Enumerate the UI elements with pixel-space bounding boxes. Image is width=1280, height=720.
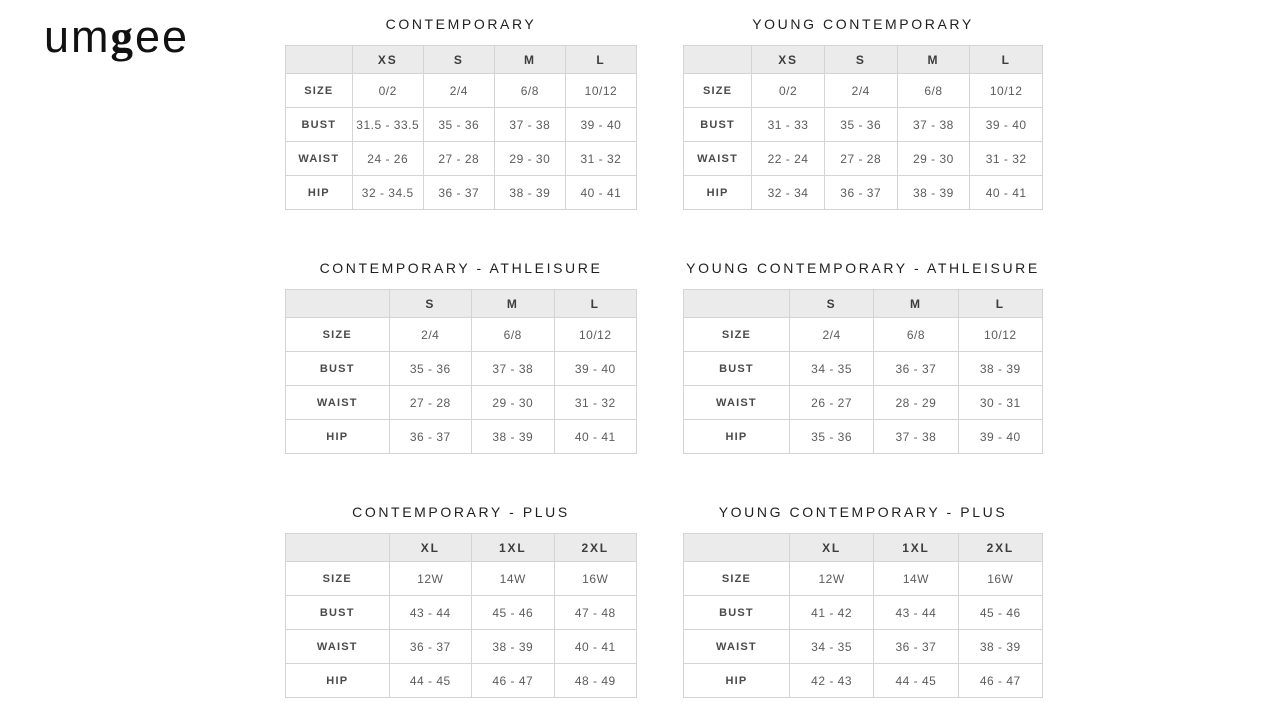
brand-logo-text-suffix: ee — [135, 11, 190, 62]
measurement-cell: 36 - 37 — [824, 176, 897, 210]
column-header: L — [565, 46, 636, 74]
row-label: HIP — [286, 176, 353, 210]
table-row — [684, 664, 1043, 698]
row-label: SIZE — [684, 562, 790, 596]
measurement-cell: 34 - 35 — [789, 630, 873, 664]
column-header: 2XL — [554, 534, 637, 562]
row-label: WAIST — [286, 142, 353, 176]
measurement-cell: 45 - 46 — [472, 596, 554, 630]
brand-logo-text-prefix: um — [44, 11, 111, 62]
measurement-cell: 44 - 45 — [874, 664, 958, 698]
measurement-cell: 30 - 31 — [958, 386, 1042, 420]
corner-cell — [684, 290, 790, 318]
row-label: WAIST — [286, 630, 390, 664]
measurement-cell: 36 - 37 — [874, 352, 958, 386]
measurement-cell: 2/4 — [389, 318, 471, 352]
size-chart-title: YOUNG CONTEMPORARY - ATHLEISURE — [686, 260, 1040, 276]
measurement-cell: 37 - 38 — [494, 108, 565, 142]
measurement-cell: 40 - 41 — [970, 176, 1043, 210]
measurement-cell: 34 - 35 — [789, 352, 873, 386]
measurement-cell: 16W — [958, 562, 1042, 596]
measurement-cell: 29 - 30 — [897, 142, 970, 176]
table-row — [684, 142, 1043, 176]
row-label: SIZE — [684, 318, 790, 352]
corner-cell — [286, 46, 353, 74]
measurement-cell: 36 - 37 — [389, 630, 471, 664]
table-row — [286, 386, 637, 420]
measurement-cell: 41 - 42 — [789, 596, 873, 630]
table-row — [286, 420, 637, 454]
measurement-cell: 12W — [789, 562, 873, 596]
measurement-cell: 31 - 32 — [970, 142, 1043, 176]
corner-cell — [684, 46, 752, 74]
measurement-cell: 6/8 — [494, 74, 565, 108]
measurement-cell: 48 - 49 — [554, 664, 637, 698]
size-chart-title: CONTEMPORARY - PLUS — [352, 504, 570, 520]
row-label: HIP — [684, 176, 752, 210]
row-label: HIP — [286, 420, 390, 454]
measurement-cell: 10/12 — [970, 74, 1043, 108]
column-header: S — [789, 290, 873, 318]
table-row — [286, 108, 637, 142]
table-row — [286, 664, 637, 698]
measurement-cell: 39 - 40 — [958, 420, 1042, 454]
table-row — [286, 562, 637, 596]
measurement-cell: 40 - 41 — [565, 176, 636, 210]
measurement-cell: 32 - 34 — [752, 176, 825, 210]
table-row — [286, 630, 637, 664]
measurement-cell: 38 - 39 — [958, 352, 1042, 386]
measurement-cell: 38 - 39 — [958, 630, 1042, 664]
column-header: 2XL — [958, 534, 1042, 562]
measurement-cell: 38 - 39 — [897, 176, 970, 210]
measurement-cell: 39 - 40 — [970, 108, 1043, 142]
row-label: SIZE — [286, 318, 390, 352]
measurement-cell: 37 - 38 — [897, 108, 970, 142]
measurement-cell: 0/2 — [752, 74, 825, 108]
size-chart-header-row — [684, 46, 1043, 74]
table-row — [684, 630, 1043, 664]
size-chart-header-row — [286, 46, 637, 74]
measurement-cell: 2/4 — [423, 74, 494, 108]
measurement-cell: 6/8 — [897, 74, 970, 108]
brand-logo-text-bold: g — [110, 12, 136, 62]
size-chart-header-row — [684, 290, 1043, 318]
row-label: BUST — [684, 108, 752, 142]
measurement-cell: 29 - 30 — [472, 386, 554, 420]
column-header: XL — [389, 534, 471, 562]
measurement-cell: 27 - 28 — [389, 386, 471, 420]
measurement-cell: 36 - 37 — [874, 630, 958, 664]
size-chart-header-row — [286, 290, 637, 318]
measurement-cell: 37 - 38 — [874, 420, 958, 454]
measurement-cell: 27 - 28 — [423, 142, 494, 176]
corner-cell — [684, 534, 790, 562]
size-chart-table — [285, 533, 637, 698]
column-header: S — [824, 46, 897, 74]
table-row — [684, 562, 1043, 596]
measurement-cell: 40 - 41 — [554, 630, 637, 664]
measurement-cell: 10/12 — [565, 74, 636, 108]
row-label: SIZE — [286, 562, 390, 596]
measurement-cell: 28 - 29 — [874, 386, 958, 420]
table-row — [286, 142, 637, 176]
table-row — [286, 352, 637, 386]
measurement-cell: 47 - 48 — [554, 596, 637, 630]
measurement-cell: 0/2 — [352, 74, 423, 108]
column-header: S — [389, 290, 471, 318]
column-header: XS — [752, 46, 825, 74]
table-row — [286, 176, 637, 210]
measurement-cell: 10/12 — [958, 318, 1042, 352]
size-chart-table — [285, 289, 637, 454]
measurement-cell: 43 - 44 — [389, 596, 471, 630]
measurement-cell: 2/4 — [789, 318, 873, 352]
measurement-cell: 12W — [389, 562, 471, 596]
table-row — [286, 318, 637, 352]
corner-cell — [286, 290, 390, 318]
measurement-cell: 29 - 30 — [494, 142, 565, 176]
size-chart-section — [285, 504, 637, 698]
brand-logo — [44, 11, 190, 62]
column-header: L — [554, 290, 637, 318]
measurement-cell: 35 - 36 — [824, 108, 897, 142]
measurement-cell: 43 - 44 — [874, 596, 958, 630]
row-label: SIZE — [286, 74, 353, 108]
column-header: XL — [789, 534, 873, 562]
size-chart-title: YOUNG CONTEMPORARY — [752, 16, 974, 32]
measurement-cell: 6/8 — [874, 318, 958, 352]
column-header: M — [874, 290, 958, 318]
size-chart-header-row — [684, 534, 1043, 562]
measurement-cell: 22 - 24 — [752, 142, 825, 176]
measurement-cell: 26 - 27 — [789, 386, 873, 420]
measurement-cell: 40 - 41 — [554, 420, 637, 454]
measurement-cell: 37 - 38 — [472, 352, 554, 386]
measurement-cell: 38 - 39 — [472, 630, 554, 664]
row-label: WAIST — [684, 142, 752, 176]
measurement-cell: 31 - 32 — [565, 142, 636, 176]
measurement-cell: 27 - 28 — [824, 142, 897, 176]
size-chart-section — [285, 260, 637, 454]
table-row — [684, 318, 1043, 352]
size-chart-title: CONTEMPORARY — [385, 16, 537, 32]
row-label: WAIST — [684, 386, 790, 420]
column-header: 1XL — [472, 534, 554, 562]
size-chart-title: YOUNG CONTEMPORARY - PLUS — [718, 504, 1008, 520]
measurement-cell: 39 - 40 — [554, 352, 637, 386]
size-chart-section — [683, 16, 1043, 210]
measurement-cell: 31.5 - 33.5 — [352, 108, 423, 142]
measurement-cell: 39 - 40 — [565, 108, 636, 142]
size-chart-table — [285, 45, 637, 210]
table-row — [684, 176, 1043, 210]
row-label: HIP — [684, 664, 790, 698]
row-label: WAIST — [286, 386, 390, 420]
measurement-cell: 42 - 43 — [789, 664, 873, 698]
size-chart-title: CONTEMPORARY - ATHLEISURE — [319, 260, 603, 276]
measurement-cell: 35 - 36 — [389, 352, 471, 386]
measurement-cell: 38 - 39 — [494, 176, 565, 210]
measurement-cell: 16W — [554, 562, 637, 596]
measurement-cell: 36 - 37 — [423, 176, 494, 210]
measurement-cell: 35 - 36 — [423, 108, 494, 142]
row-label: BUST — [286, 108, 353, 142]
measurement-cell: 24 - 26 — [352, 142, 423, 176]
measurement-cell: 31 - 32 — [554, 386, 637, 420]
measurement-cell: 46 - 47 — [472, 664, 554, 698]
row-label: SIZE — [684, 74, 752, 108]
row-label: BUST — [684, 352, 790, 386]
measurement-cell: 36 - 37 — [389, 420, 471, 454]
table-row — [684, 352, 1043, 386]
table-row — [684, 386, 1043, 420]
size-chart-section — [285, 16, 637, 210]
measurement-cell: 10/12 — [554, 318, 637, 352]
measurement-cell: 6/8 — [472, 318, 554, 352]
measurement-cell: 2/4 — [824, 74, 897, 108]
row-label: HIP — [684, 420, 790, 454]
row-label: HIP — [286, 664, 390, 698]
column-header: M — [897, 46, 970, 74]
row-label: BUST — [286, 596, 390, 630]
column-header: XS — [352, 46, 423, 74]
table-row — [286, 596, 637, 630]
measurement-cell: 44 - 45 — [389, 664, 471, 698]
column-header: M — [472, 290, 554, 318]
size-chart-table — [683, 533, 1043, 698]
column-header: S — [423, 46, 494, 74]
measurement-cell: 45 - 46 — [958, 596, 1042, 630]
size-chart-section — [683, 260, 1043, 454]
measurement-cell: 35 - 36 — [789, 420, 873, 454]
measurement-cell: 46 - 47 — [958, 664, 1042, 698]
column-header: 1XL — [874, 534, 958, 562]
measurement-cell: 32 - 34.5 — [352, 176, 423, 210]
size-chart-header-row — [286, 534, 637, 562]
table-row — [286, 74, 637, 108]
measurement-cell: 14W — [874, 562, 958, 596]
measurement-cell: 38 - 39 — [472, 420, 554, 454]
table-row — [684, 420, 1043, 454]
column-header: L — [958, 290, 1042, 318]
table-row — [684, 74, 1043, 108]
size-chart-table — [683, 45, 1043, 210]
row-label: BUST — [684, 596, 790, 630]
table-row — [684, 596, 1043, 630]
measurement-cell: 14W — [472, 562, 554, 596]
measurement-cell: 31 - 33 — [752, 108, 825, 142]
size-charts-grid — [285, 16, 1043, 698]
row-label: WAIST — [684, 630, 790, 664]
column-header: L — [970, 46, 1043, 74]
corner-cell — [286, 534, 390, 562]
size-chart-table — [683, 289, 1043, 454]
column-header: M — [494, 46, 565, 74]
table-row — [684, 108, 1043, 142]
size-chart-section — [683, 504, 1043, 698]
row-label: BUST — [286, 352, 390, 386]
